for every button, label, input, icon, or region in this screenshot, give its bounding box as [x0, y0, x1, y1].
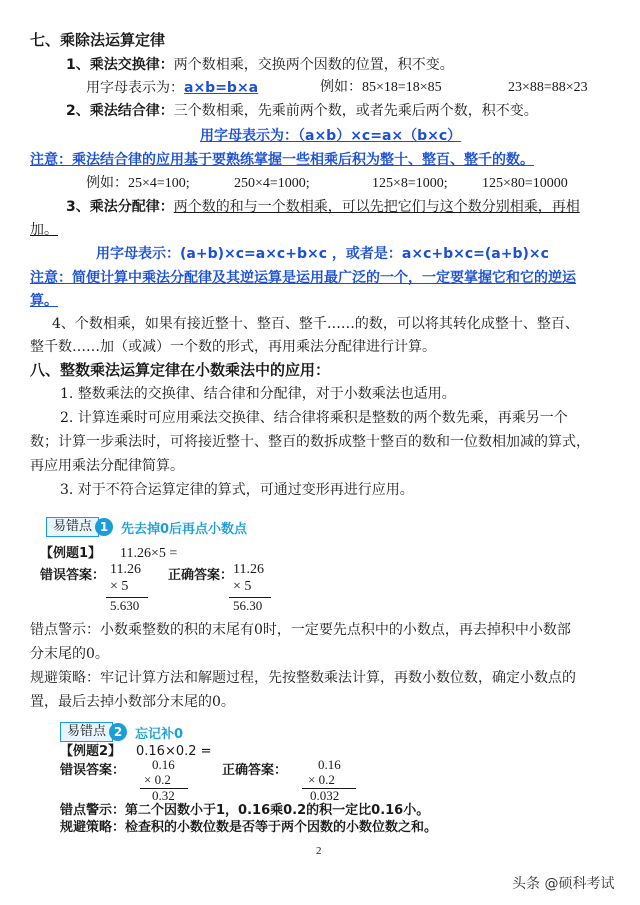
section8-p2-3: 再应用乘法分配律简算。 — [30, 458, 184, 474]
dist-formula: 用字母表示：(a+b)×c=a×c+b×c ，或者是：a×c+b×c=(a+b)×c — [96, 246, 549, 262]
comm-formula-label: 用字母表示为： — [86, 80, 184, 96]
section8-p2-2: 数；计算一步乘法时，可将接近整十、整百的数拆成整十整百的数和一位数相加减的算式， — [30, 434, 590, 450]
error1-warn-1: 错点警示：小数乘整数的积的末尾有0时，一定要先点积中的小数点，再去掉积中小数部 — [30, 622, 571, 638]
error1-example-label: 【例题1】 — [40, 546, 102, 561]
assoc-ex-2: 250×4=1000; — [234, 176, 310, 191]
assoc-text: 三个数相乘，先乘前两个数，或者先乘后两个数，积不变。 — [173, 103, 538, 119]
error1-badge-number: 1 — [95, 518, 113, 536]
comm-example-1: 85×18=18×85 — [362, 80, 442, 95]
error1-wrong-label: 错误答案： — [40, 568, 106, 583]
comm-formula: a×b=b×a — [184, 80, 259, 96]
error2-wrong-mid: × 0.2 — [144, 772, 171, 787]
comm-label: 1、乘法交换律： — [66, 57, 174, 73]
section8-title: 八、整数乘法运算定律在小数乘法中的应用： — [30, 361, 331, 379]
section8-p3: 3. 对于不符合运算定律的算式，可通过变形再进行应用。 — [60, 482, 414, 498]
error2-badge-number: 2 — [109, 723, 127, 741]
error2-badge — [60, 722, 183, 742]
error1-avoid-2: 置，最后去掉小数部分末尾的0。 — [30, 694, 235, 710]
error1-wrong-mid: × 5 — [110, 579, 129, 594]
error2-right-mid: × 0.2 — [308, 772, 335, 787]
error1-wrong-result: 5.630 — [110, 598, 140, 613]
error1-wrong-top: 11.26 — [110, 562, 141, 577]
watermark: 头条 @硕科考试 — [512, 876, 615, 892]
dist-text-1: 两个数的和与一个数相乘，可以先把它们与这个数分别相乘，再相 — [173, 199, 580, 215]
error2-warn: 错点警示：第二个因数小于1，0.16乘0.2的积一定比0.16小。 — [60, 803, 430, 818]
dist-note-1: 注意：简便计算中乘法分配律及其逆运算是运用最广泛的一个，一定要掌握它和它的逆运 — [30, 270, 576, 286]
item4-line2: 整千数……加（或减）一个数的形式，再用乘法分配律进行计算。 — [30, 339, 436, 355]
dist-label: 3、乘法分配律： — [66, 199, 174, 215]
assoc-ex-value-1: 25×4=100; — [128, 176, 190, 191]
error2-example-label: 【例题2】 — [60, 744, 122, 759]
error1-right-mid: × 5 — [233, 579, 252, 594]
assoc-line — [66, 102, 538, 120]
error2-right-top: 0.16 — [318, 757, 341, 772]
error1-right-result: 56.30 — [233, 598, 263, 613]
error1-right-label: 正确答案： — [168, 568, 234, 583]
error1-title: 先去掉0后再点小数点 — [121, 521, 248, 537]
error2-right-label: 正确答案： — [222, 763, 288, 778]
dist-note-2: 算。 — [30, 293, 58, 309]
error2-badge-label: 易错点 — [60, 722, 113, 742]
section8-p1: 1. 整数乘法的交换律、结合律和分配律，对于小数乘法也适用。 — [60, 386, 456, 402]
section8-p2-1: 2. 计算连乘时可应用乘法交换律、结合律将乘积是整数的两个数先乘，再乘另一个 — [60, 410, 568, 426]
error2-wrong-result: 0.32 — [152, 788, 175, 803]
error1-example: 11.26×5 = — [120, 546, 178, 561]
error2-title: 忘记补0 — [135, 726, 184, 742]
comm-example-label: 例如： — [320, 80, 362, 95]
assoc-label: 2、乘法结合律： — [66, 103, 174, 119]
comm-line — [66, 56, 454, 74]
comm-formula-line — [86, 79, 258, 97]
assoc-ex-1 — [86, 175, 190, 193]
error2-example: 0.16×0.2 = — [136, 744, 212, 759]
section7-title: 七、乘除法运算定律 — [30, 31, 166, 49]
assoc-ex-3: 125×8=1000; — [372, 176, 448, 191]
dist-text-2: 加。 — [30, 222, 58, 238]
error1-warn-2: 分末尾的0。 — [30, 646, 109, 662]
page-number: 2 — [316, 845, 322, 857]
error2-wrong-top: 0.16 — [152, 757, 175, 772]
comm-example — [320, 79, 442, 97]
error1-badge — [46, 517, 247, 537]
dist-line — [66, 198, 580, 216]
comm-example-2: 23×88=88×23 — [508, 80, 588, 95]
assoc-ex-4: 125×80=10000 — [482, 176, 568, 191]
assoc-formula: 用字母表示为：（a×b）×c=a×（b×c） — [200, 128, 462, 144]
comm-text: 两个数相乘，交换两个因数的位置，积不变。 — [173, 57, 454, 73]
error1-badge-label: 易错点 — [46, 517, 99, 537]
assoc-ex-label: 例如： — [86, 176, 128, 191]
error2-wrong-label: 错误答案： — [60, 763, 126, 778]
assoc-note: 注意：乘法结合律的应用基于要熟练掌握一些相乘后积为整十、整百、整千的数。 — [30, 152, 534, 168]
item4-line1: 4、个数相乘，如果有接近整十、整百、整千……的数，可以将其转化成整十、整百、 — [52, 316, 579, 332]
error1-avoid-1: 规避策略：牢记计算方法和解题过程，先按整数乘法计算，再数小数位数，确定小数点的 — [30, 670, 576, 686]
error2-right-result: 0.032 — [310, 788, 340, 803]
error2-avoid: 规避策略：检查积的小数位数是否等于两个因数的小数位数之和。 — [60, 820, 438, 835]
error1-right-top: 11.26 — [233, 562, 264, 577]
